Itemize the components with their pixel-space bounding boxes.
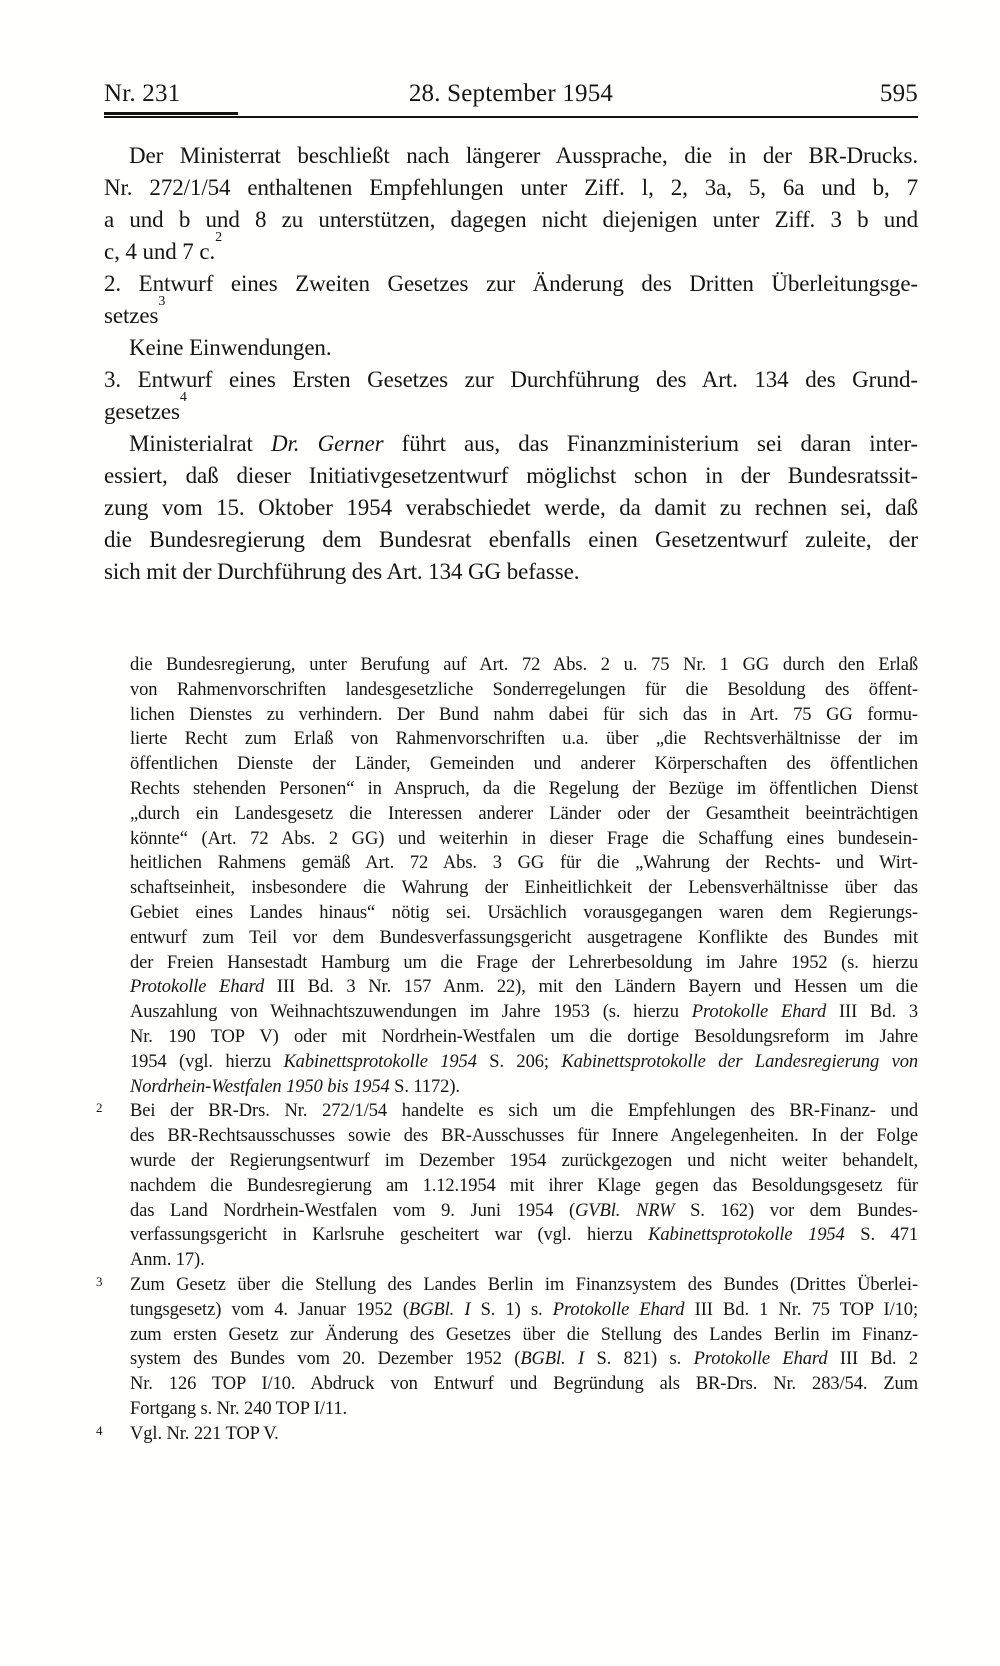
italic-text: GVBl. NRW — [575, 1200, 675, 1221]
text-segment: von Rahmenvorschriften landesgesetzliche Sonderregelungen für die Besoldung des öffent- — [130, 679, 918, 700]
text-segment: III Bd. 2 — [827, 1349, 919, 1370]
text-segment: S. 1172). — [389, 1076, 460, 1097]
footnote-marker: 2 — [96, 1100, 103, 1116]
footnote-ref: 4 — [179, 390, 187, 406]
text-segment: c, 4 und 7 c. — [104, 239, 216, 264]
text-segment: Nr. 272/1/54 enthaltenen Empfehlungen unter Ziff. l, 2, 3a, 5, 6a und b, 7 — [104, 175, 918, 200]
text-line — [104, 1372, 918, 1397]
text-line — [104, 876, 918, 901]
text-segment: setzes — [104, 303, 159, 328]
text-line — [104, 492, 918, 524]
header-rule — [104, 116, 918, 118]
text-line — [104, 1050, 918, 1075]
body-text — [104, 140, 918, 588]
text-line — [104, 727, 918, 752]
text-line — [104, 1199, 918, 1224]
text-segment: S. 206; — [476, 1051, 562, 1072]
text-segment: S. 1) s. — [470, 1299, 553, 1320]
text-segment: „durch ein Landesgesetz die Interessen anderer Länder oder der Gesamtheit beeinträchtigen — [130, 803, 918, 824]
text-line — [104, 1075, 918, 1100]
italic-text: Protokolle Ehard — [691, 1002, 827, 1023]
text-line — [96, 1099, 918, 1124]
text-line — [104, 332, 918, 364]
text-segment: system des Bundes vom 20. Dezember 1952 ( — [130, 1349, 521, 1370]
italic-text: Protokolle Ehard — [552, 1299, 685, 1320]
text-line — [104, 1174, 918, 1199]
text-line — [104, 524, 918, 556]
text-line — [104, 752, 918, 777]
text-line — [104, 428, 918, 460]
text-line — [104, 460, 918, 492]
footnote-ref: 2 — [215, 230, 223, 246]
text-segment: wurde der Regierungsentwurf im Dezember 1954 zurückgezogen und nicht weiter behandelt, — [130, 1150, 918, 1171]
text-line — [104, 1298, 918, 1323]
text-line — [104, 1025, 918, 1050]
italic-text: Protokolle Ehard — [693, 1349, 828, 1370]
text-line — [96, 1422, 918, 1447]
text-segment: die Bundesregierung, unter Berufung auf Art. 72 Abs. 2 u. 75 Nr. 1 GG durch den Erlaß — [130, 655, 918, 675]
page-number: 595 — [879, 80, 918, 107]
text-line — [104, 777, 918, 802]
text-segment: lierte Recht zum Erlaß von Rahmenvorschriften u.a. über „die Rechtsverhältnisse der im — [130, 729, 918, 750]
italic-text: BGBl. I — [520, 1349, 585, 1370]
text-line — [104, 901, 918, 926]
text-segment: schaftseinheit, insbesondere die Wahrung der Einheitlichkeit der Lebensverhältnisse über das — [130, 878, 918, 899]
italic-text: Protokolle Ehard — [130, 977, 265, 998]
text-line — [104, 1323, 918, 1348]
text-segment: lichen Dienstes zu verhindern. Der Bund nahm dabei für sich das in Art. 75 GG formu- — [130, 704, 918, 725]
text-line — [104, 204, 918, 236]
text-line — [104, 678, 918, 703]
text-line — [104, 268, 918, 300]
text-segment: des BR-Rechtsausschusses sowie des BR-Ausschusses für Innere Angelegenheiten. In der Folge — [130, 1126, 918, 1147]
document-number: Nr. 231 — [104, 80, 181, 107]
text-segment: Nr. 190 TOP V) oder mit Nordrhein-Westfalen um die dortige Besoldungsreform im Jahre — [130, 1026, 918, 1047]
text-line — [104, 1223, 918, 1248]
document-date: 28. September 1954 — [408, 80, 614, 107]
text-segment: könnte“ (Art. 72 Abs. 2 GG) und weiterhin in dieser Frage die Schaffung eines bundesein- — [130, 828, 918, 849]
footnote-ref: 3 — [158, 294, 166, 310]
text-segment: Nr. 126 TOP I/10. Abdruck von Entwurf und Begründung als BR-Drs. Nr. 283/54. Zum — [130, 1374, 918, 1395]
italic-text: Nordrhein-Westfalen 1950 bis 1954 — [130, 1076, 390, 1097]
text-line — [104, 140, 918, 172]
text-segment: Gebiet eines Landes hinaus“ nötig sei. Ursächlich vorausgegangen waren dem Regierungs- — [130, 902, 918, 923]
text-segment: zum ersten Gesetz zur Änderung des Gesetzes über die Stellung des Landes Berlin im Finanz- — [130, 1324, 918, 1345]
text-segment: Der Ministerrat beschließt nach längerer Aussprache, die in der BR-Drucks. — [129, 143, 918, 168]
text-line — [104, 802, 918, 827]
text-line — [104, 294, 918, 332]
italic-text: Kabinettsprotokolle 1954 — [283, 1051, 477, 1072]
text-segment: führt aus, das Finanzministerium sei daran inter- — [383, 431, 918, 456]
text-segment: S. 821) s. — [584, 1349, 694, 1370]
text-segment: zung vom 15. Oktober 1954 verabschiedet werde, da damit zu rechnen sei, daß — [104, 495, 918, 520]
page-header — [104, 80, 918, 108]
text-segment: Rechts stehenden Personen“ in Anspruch, da die Regelung der Bezüge im öffentlichen Dienst — [130, 778, 918, 799]
text-line — [96, 1273, 918, 1298]
text-segment: Vgl. Nr. 221 TOP V. — [130, 1423, 279, 1444]
text-segment: nachdem die Bundesregierung am 1.12.1954 mit ihrer Klage gegen das Besoldungsgesetz für — [130, 1175, 918, 1196]
text-line — [104, 1248, 918, 1273]
footnote-marker: 3 — [96, 1273, 103, 1289]
text-segment: S. 162) vor dem Bundes- — [674, 1200, 918, 1221]
text-segment: Ministerialrat — [129, 431, 271, 456]
text-line — [104, 172, 918, 204]
text-segment: III Bd. 3 — [826, 1002, 919, 1023]
text-segment: 2. Entwurf eines Zweiten Gesetzes zur Änderung des Dritten Überleitungsge- — [104, 271, 918, 296]
text-segment: Auszahlung von Weihnachtszuwendungen im Jahre 1953 (s. hierzu — [130, 1002, 692, 1023]
text-segment: heitlichen Rahmens gemäß Art. 72 Abs. 3 GG für die „Wahrung der Rechts- und Wirt- — [130, 853, 918, 874]
text-segment: Keine Einwendungen. — [129, 335, 332, 360]
text-segment: Bei der BR-Drs. Nr. 272/1/54 handelte es sich um die Empfehlungen des BR-Finanz- und — [130, 1101, 918, 1122]
italic-text: Dr. Gerner — [270, 431, 384, 456]
text-segment: essiert, daß dieser Initiativgesetzentwurf möglichst schon in der Bundesratssit- — [104, 463, 918, 488]
text-line — [104, 364, 918, 396]
text-line — [104, 1347, 918, 1372]
text-segment: sich mit der Durchführung des Art. 134 GG befasse. — [104, 559, 580, 584]
text-line — [104, 827, 918, 852]
italic-text: BGBl. I — [408, 1299, 471, 1320]
text-line — [104, 1397, 918, 1422]
text-segment: S. 471 — [844, 1225, 918, 1246]
text-line — [104, 390, 918, 428]
text-segment: das Land Nordrhein-Westfalen vom 9. Juni 1954 ( — [130, 1200, 576, 1221]
footnote-marker: 4 — [96, 1422, 103, 1438]
text-segment: der Freien Hansestadt Hamburg um die Frage der Lehrerbesoldung im Jahre 1952 (s. hierzu — [130, 952, 918, 973]
text-segment: öffentlichen Dienste der Länder, Gemeinden und anderer Körperschaften des öffentlichen — [130, 754, 918, 775]
text-segment: entwurf zum Teil vor dem Bundesverfassungsgericht ausgetragene Konflikte des Bundes mit — [130, 927, 918, 948]
text-segment: Zum Gesetz über die Stellung des Landes Berlin im Finanzsystem des Bundes (Drittes Überlei- — [130, 1274, 918, 1295]
text-segment: 1954 (vgl. hierzu — [130, 1051, 284, 1072]
text-segment: verfassungsgericht in Karlsruhe gescheitert war (vgl. hierzu — [130, 1225, 649, 1246]
text-segment: III Bd. 1 Nr. 75 TOP I/10; — [684, 1299, 919, 1320]
text-line — [104, 556, 918, 588]
italic-text: Kabinettsprotokolle 1954 — [648, 1225, 845, 1246]
text-line — [104, 230, 918, 268]
text-segment: gesetzes — [104, 399, 180, 424]
text-segment: Anm. 17). — [130, 1250, 205, 1271]
text-segment: a und b und 8 zu unterstützen, dagegen nicht diejenigen unter Ziff. 3 b und — [104, 207, 918, 232]
text-line — [104, 1000, 918, 1025]
text-line — [104, 851, 918, 876]
footnotes — [96, 653, 919, 1447]
text-line — [104, 926, 918, 951]
italic-text: Kabinettsprotokolle der Landesregierung von — [561, 1051, 918, 1072]
text-segment: 3. Entwurf eines Ersten Gesetzes zur Durchführung des Art. 134 des Grund- — [104, 367, 918, 392]
text-segment: tungsgesetz) vom 4. Januar 1952 ( — [130, 1299, 409, 1320]
text-line — [104, 1124, 918, 1149]
text-line — [104, 703, 918, 728]
text-line — [104, 1149, 918, 1174]
text-line — [104, 951, 918, 976]
text-segment: III Bd. 3 Nr. 157 Anm. 22), mit den Ländern Bayern und Hessen um die — [264, 977, 919, 998]
text-line — [104, 653, 918, 678]
text-line — [104, 975, 918, 1000]
header-rule-left-segment — [104, 112, 238, 115]
text-segment: Fortgang s. Nr. 240 TOP I/11. — [130, 1398, 348, 1419]
text-segment: die Bundesregierung dem Bundesrat ebenfalls einen Gesetzentwurf zuleite, der — [104, 527, 918, 552]
